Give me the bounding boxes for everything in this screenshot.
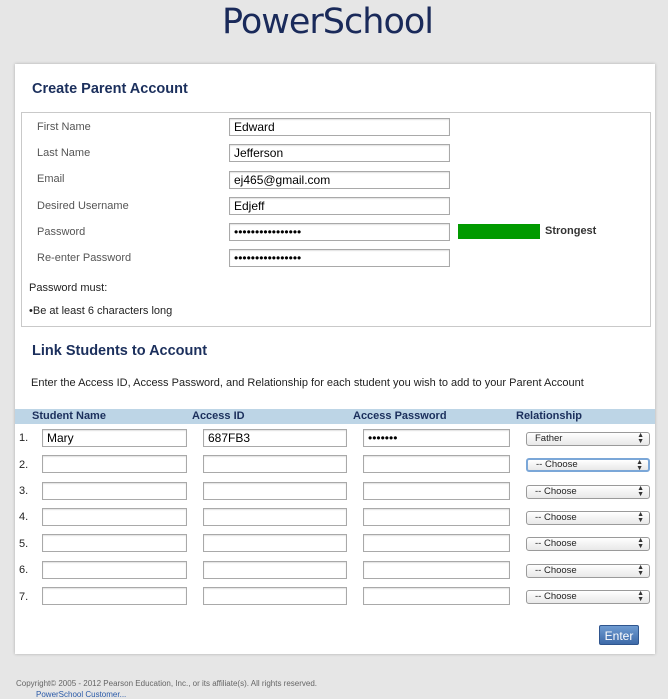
relationship-select[interactable] <box>526 537 650 551</box>
relationship-select[interactable] <box>526 432 650 446</box>
access-password-input[interactable] <box>363 508 510 526</box>
select-arrows-icon: ▲ ▼ <box>637 485 644 498</box>
powerschool-logo: PowerSchool <box>221 2 433 42</box>
access-id-input[interactable] <box>203 455 347 473</box>
access-id-input[interactable] <box>203 534 347 552</box>
row-number: 5. <box>19 538 29 550</box>
create-account-heading: Create Parent Account <box>32 81 188 97</box>
password-input[interactable]: •••••••••••••••• <box>229 223 450 241</box>
access-id-input[interactable] <box>203 587 347 605</box>
email-label: Email <box>37 173 65 185</box>
row-number: 4. <box>19 511 29 523</box>
student-name-input[interactable] <box>42 508 187 526</box>
relationship-select[interactable] <box>526 590 650 604</box>
student-name-input[interactable]: Mary <box>42 429 187 447</box>
relationship-value: -- Choose <box>536 459 578 470</box>
relationship-value: -- Choose <box>535 512 577 523</box>
password-strength-label: Strongest <box>545 225 597 237</box>
student-name-input[interactable] <box>42 455 187 473</box>
access-password-input[interactable] <box>363 534 510 552</box>
col-student-name: Student Name <box>32 410 106 422</box>
username-input[interactable]: Edjeff <box>229 197 450 215</box>
access-password-input[interactable] <box>363 482 510 500</box>
access-id-input[interactable] <box>203 561 347 579</box>
email-input[interactable]: ej465@gmail.com <box>229 171 450 189</box>
row-number: 3. <box>19 485 29 497</box>
enter-button[interactable]: Enter <box>599 625 639 645</box>
row-number: 6. <box>19 564 29 576</box>
student-name-input[interactable] <box>42 587 187 605</box>
select-arrows-icon: ▲ ▼ <box>637 432 644 445</box>
row-number: 7. <box>19 591 29 603</box>
access-password-input[interactable] <box>363 587 510 605</box>
relationship-select[interactable] <box>526 458 650 472</box>
footer-link[interactable]: PowerSchool Customer... <box>36 690 127 699</box>
link-students-heading: Link Students to Account <box>32 343 208 359</box>
students-table-header <box>15 409 655 424</box>
relationship-select[interactable] <box>526 564 650 578</box>
row-number: 1. <box>19 432 29 444</box>
access-id-input[interactable] <box>203 508 347 526</box>
first-name-label: First Name <box>37 121 91 133</box>
col-access-password: Access Password <box>353 410 447 422</box>
relationship-value: -- Choose <box>535 565 577 576</box>
password-strength-bar <box>458 224 540 239</box>
last-name-input[interactable]: Jefferson <box>229 144 450 162</box>
relationship-value: -- Choose <box>535 486 577 497</box>
row-number: 2. <box>19 459 29 471</box>
copyright-text: Copyright© 2005 - 2012 Pearson Education, Inc., or its affiliate(s). All rights reserved. <box>16 679 318 688</box>
student-name-input[interactable] <box>42 561 187 579</box>
relationship-select[interactable] <box>526 485 650 499</box>
password-rule-item: •Be at least 6 characters long <box>29 305 173 317</box>
select-arrows-icon: ▲ ▼ <box>637 564 644 577</box>
access-id-input[interactable]: 687FB3 <box>203 429 347 447</box>
select-arrows-icon: ▲ ▼ <box>637 511 644 524</box>
relationship-value: Father <box>535 433 563 444</box>
select-arrows-icon: ▲ ▼ <box>637 537 644 550</box>
link-students-description: Enter the Access ID, Access Password, and Relationship for each student you wish to add to your Parent Account <box>31 377 584 389</box>
access-password-input[interactable] <box>363 455 510 473</box>
col-access-id: Access ID <box>192 410 245 422</box>
username-label: Desired Username <box>37 200 129 212</box>
relationship-value: -- Choose <box>535 538 577 549</box>
access-id-input[interactable] <box>203 482 347 500</box>
student-name-input[interactable] <box>42 534 187 552</box>
first-name-input[interactable]: Edward <box>229 118 450 136</box>
reenter-password-input[interactable]: •••••••••••••••• <box>229 249 450 267</box>
password-label: Password <box>37 226 86 238</box>
reenter-password-label: Re-enter Password <box>37 252 132 264</box>
access-password-input[interactable] <box>363 561 510 579</box>
parent-account-card <box>15 64 655 654</box>
select-arrows-icon: ▲ ▼ <box>636 459 643 472</box>
student-name-input[interactable] <box>42 482 187 500</box>
access-password-input[interactable]: ••••••• <box>363 429 510 447</box>
password-rules-title: Password must: <box>29 282 108 294</box>
account-form <box>21 112 651 327</box>
relationship-value: -- Choose <box>535 591 577 602</box>
select-arrows-icon: ▲ ▼ <box>637 590 644 603</box>
relationship-select[interactable] <box>526 511 650 525</box>
col-relationship: Relationship <box>516 410 583 422</box>
last-name-label: Last Name <box>37 147 91 159</box>
